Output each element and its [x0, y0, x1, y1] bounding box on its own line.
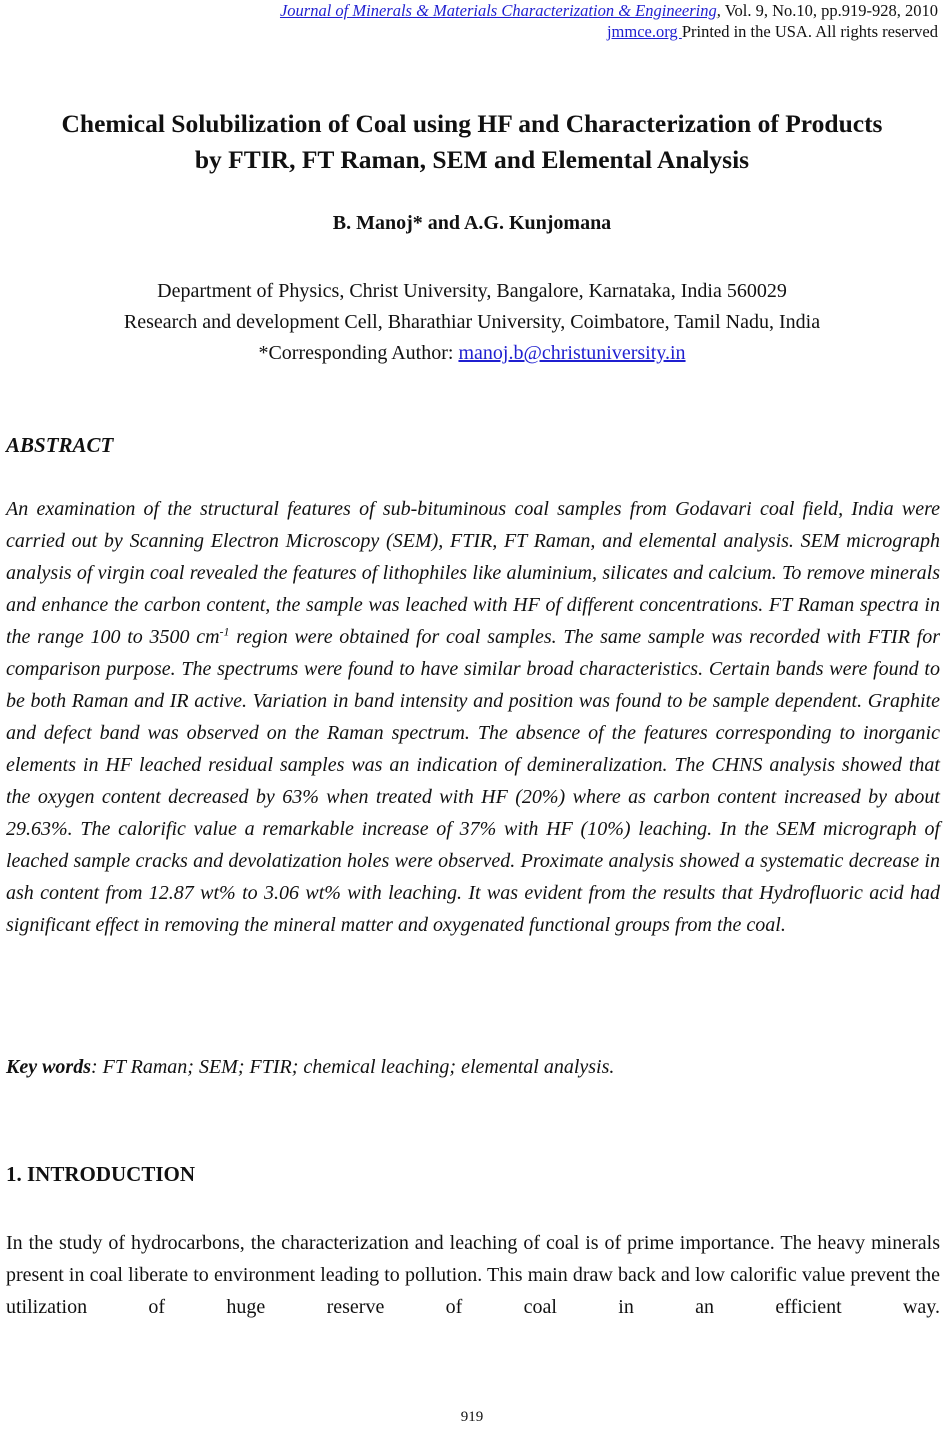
- corresponding-label: *Corresponding Author:: [258, 342, 459, 364]
- introduction-heading: 1. INTRODUCTION: [6, 1162, 196, 1186]
- affiliation-2: Research and development Cell, Bharathiar University, Coimbatore, Tamil Nadu, India: [123, 311, 821, 333]
- abstract-heading: ABSTRACT: [6, 433, 114, 457]
- corresponding-author: [0, 338, 944, 369]
- journal-volume-info: , Vol. 9, No.10, pp.919-928, 2010: [716, 1, 938, 20]
- abstract-text-part-2: region were obtained for coal samples. The same sample was recorded with FTIR for comparison purpose. The spectrums were found to have similar broad characteristics. Certain bands were found to be both Raman and IR active. Variation in band intensity and position was found to be sample dependent. Graphite and defect band was observed on the Raman spectrum. The absence of the features corresponding to inorganic elements in HF leached residual samples was an indication of demineralization. The CHNS analysis showed that the oxygen content decreased by 63% when treated with HF (20%) where as carbon content increased by about 29.63%. The calorific value a remarkable increase of 37% with HF (10%) leaching. In the SEM micrograph of leached sample cracks and devolatization holes were observed. Proximate analysis showed a systematic decrease in ash content from 12.87 wt% to 3.06 wt% with leaching. It was evident from the results that Hydrofluoric acid had significant effect in removing the mineral matter and oxygenated functional groups from the coal.: [6, 626, 940, 936]
- journal-header: [280, 0, 938, 42]
- publisher-line: [280, 21, 938, 42]
- unit-superscript: -1: [219, 624, 230, 639]
- paper-title: [0, 106, 944, 178]
- author-list: B. Manoj* and A.G. Kunjomana: [332, 212, 612, 234]
- journal-citation-line: [280, 0, 938, 21]
- title-line-2: by FTIR, FT Raman, SEM and Elemental Analysis: [194, 145, 750, 174]
- affiliations: [0, 276, 944, 369]
- abstract-body: [6, 493, 940, 941]
- author-email-link[interactable]: manoj.b@christuniversity.in: [458, 342, 686, 364]
- keywords-label: Key words: [6, 1056, 91, 1078]
- page-number: 919: [460, 1409, 484, 1425]
- keywords: [6, 1056, 614, 1079]
- site-link[interactable]: jmmce.org: [606, 22, 682, 41]
- affiliation-1: Department of Physics, Christ University, Bangalore, Karnataka, India 560029: [157, 280, 787, 302]
- journal-link[interactable]: Journal of Minerals & Materials Characterization & Engineering: [279, 1, 717, 20]
- introduction-body: In the study of hydrocarbons, the characterization and leaching of coal is of prime importance. The heavy minerals present in coal liberate to environment leading to pollution. This main draw back and low calorific value prevent the utilization of huge reserve of coal in an efficient way.: [6, 1232, 940, 1318]
- keywords-list: : FT Raman; SEM; FTIR; chemical leaching; elemental analysis.: [91, 1056, 615, 1078]
- abstract-text-part-1: An examination of the structural features of sub-bituminous coal samples from Godavari coal field, India were carried out by Scanning Electron Microscopy (SEM), FTIR, FT Raman, and elemental analysis. SEM micrograph analysis of virgin coal revealed the features of lithophiles like aluminium, silicates and calcium. To remove minerals and enhance the carbon content, the sample was leached with HF of different concentrations. FT Raman spectra in the range 100 to 3500 cm: [6, 498, 940, 648]
- rights-notice: Printed in the USA. All rights reserved: [681, 22, 938, 41]
- title-line-1: Chemical Solubilization of Coal using HF and Characterization of Products: [61, 109, 883, 138]
